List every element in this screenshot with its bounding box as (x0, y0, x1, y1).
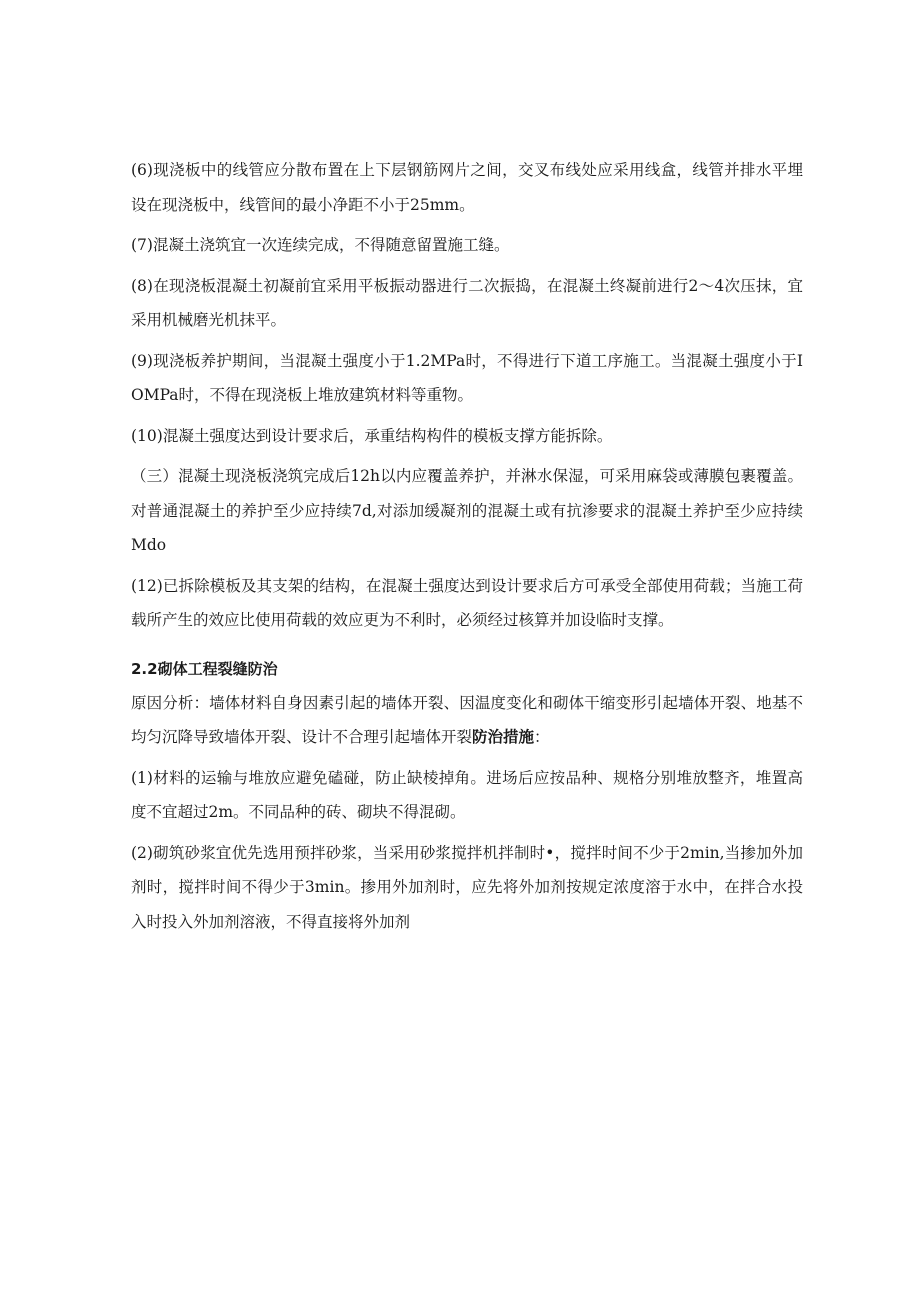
measure-2: (2)砌筑砂浆宜优先选用预拌砂浆，当采用砂浆搅拌机拌制时•，搅拌时间不少于2min,当掺加外加剂时，搅拌时间不得少于3min。掺用外加剂时，应先将外加剂按规定浓度溶于水中，在拌合水投入时投入外加剂溶液，不得直接将外加剂 (131, 843, 803, 931)
section-heading: 2.2砌体工程裂缝防治 (131, 659, 278, 678)
measure-1: (1)材料的运输与堆放应避免磕碰，防止缺棱掉角。进场后应按品种、规格分别堆放整齐，堆置高度不宜超过2m。不同品种的砖、砌块不得混砌。 (131, 768, 803, 821)
document-body (131, 153, 803, 945)
cause-text: 原因分析：墙体材料自身因素引起的墙体开裂、因温度变化和砌体干缩变形引起墙体开裂、地基不均匀沉降导致墙体开裂、设计不合理引起墙体开裂 (131, 693, 803, 746)
paragraph-6: (6)现浇板中的线管应分散布置在上下层钢筋网片之间，交叉布线处应采用线盒，线管并排水平埋设在现浇板中，线管间的最小净距不小于25mm。 (131, 161, 803, 214)
measures-suffix: ： (534, 728, 550, 746)
measures-label: 防治措施 (472, 728, 535, 746)
paragraph-12: (12)已拆除模板及其支架的结构，在混凝土强度达到设计要求后方可承受全部使用荷载；当施工荷载所产生的效应比使用荷载的效应更为不利时，必须经过核算并加设临时支撑。 (131, 576, 803, 629)
paragraph-8: (8)在现浇板混凝土初凝前宜采用平板振动器进行二次振捣，在混凝土终凝前进行2～4次压抹，宜采用机械磨光机抹平。 (131, 276, 803, 329)
paragraph-10: (10)混凝土强度达到设计要求后，承重结构构件的模板支撑方能拆除。 (131, 426, 613, 445)
paragraph-9: (9)现浇板养护期间，当混凝土强度小于1.2MPa时，不得进行下道工序施工。当混凝土强度小于IOMPa时，不得在现浇板上堆放建筑材料等重物。 (131, 351, 803, 404)
paragraph-11: （三）混凝土现浇板浇筑完成后12h以内应覆盖养护，并淋水保湿，可采用麻袋或薄膜包裹覆盖。对普通混凝土的养护至少应持续7d,对添加缓凝剂的混凝土或有抗渗要求的混凝土养护至少应持续Mdo (131, 467, 803, 554)
cause-analysis (131, 686, 803, 755)
paragraph-7: (7)混凝土浇筑宜一次连续完成，不得随意留置施工缝。 (131, 236, 510, 254)
